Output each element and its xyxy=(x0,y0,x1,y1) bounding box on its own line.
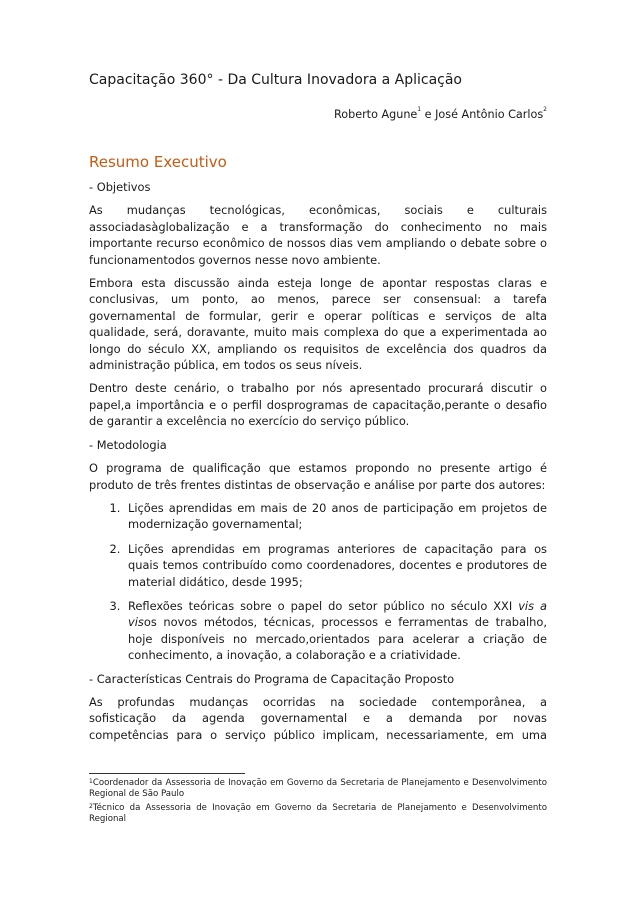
objectives-paragraph-1 xyxy=(89,202,547,268)
objectives-label: - Objetivos xyxy=(89,180,151,194)
list-item xyxy=(124,598,547,664)
authors-line xyxy=(89,107,547,122)
methodology-label: - Metodologia xyxy=(89,437,167,452)
footnote xyxy=(89,803,547,825)
central-label: - Características Centrais do Programa de Capacitação Proposto xyxy=(89,671,455,686)
footnote-number: 2 xyxy=(89,803,93,810)
footnote-ref-1: 1 xyxy=(417,106,422,113)
list-item: 1. Lições aprendidas em mais de 20 anos de participação em projetos de modernização governamental; xyxy=(124,500,547,533)
footnote-ref-2: 2 xyxy=(543,106,547,113)
objectives-paragraph-3: Dentro deste cenário, o trabalho por nós apresentado procurará discutir o papel,a importância e o perfil dosprogramas de capacitação,perante o desafio de garantir a excelência no exercício do serviço público. xyxy=(89,381,547,429)
central-paragraph-line-2: sofisticação da agenda governamental e a demanda por novas xyxy=(89,711,547,726)
methodology-list xyxy=(89,500,547,664)
document-body xyxy=(89,70,547,743)
authors-joiner: e xyxy=(421,108,436,121)
author-2: José Antônio Carlos xyxy=(435,108,544,121)
footnote-text: Coordenador da Assessoria de Inovação em Governo da Secretaria de Planejamento e Desenvolvimento Regional de São Paulo xyxy=(89,778,547,799)
list-item-text-before: Reflexões teóricas sobre o papel do setor público no século XXI xyxy=(128,598,519,613)
list-item-italic: vis a vis xyxy=(128,598,547,630)
methodology-intro: O programa de qualificação que estamos propondo no presente artigo é produto de três frentes distintas de observação e análise por parte dos autores: xyxy=(89,461,547,492)
author-1: Roberto Agune xyxy=(333,108,418,121)
list-item: 2. Lições aprendidas em programas anteriores de capacitação para os quais temos contribuído como coordenadores, docentes e produtores de material didático, desde 1995; xyxy=(124,541,547,590)
section-heading: Resumo Executivo xyxy=(89,153,227,171)
footnote xyxy=(89,778,547,800)
central-paragraph-line-3: competências para o serviço público implicam, necessariamente, em uma xyxy=(89,727,547,742)
central-paragraph-line-1: As profundas mudanças ocorridas na sociedade contemporânea, a xyxy=(89,694,547,709)
footnote-divider xyxy=(89,773,245,774)
footnote-number: 1 xyxy=(89,778,93,785)
footnote-text: Técnico da Assessoria de Inovação em Governo da Secretaria de Planejamento e Desenvolvimento Regional xyxy=(89,803,547,824)
list-item-text-after: os novos métodos, técnicas, processos e ferramentas de trabalho, hoje disponíveis no mercado,orientados para acelerar a criação de conhecimento, a inovação, a colaboração e a criatividade. xyxy=(128,615,547,663)
central-paragraph xyxy=(89,694,547,743)
objectives-paragraph-1-line-1: As mudanças tecnológicas, econômicas, sociais e culturais xyxy=(89,203,547,218)
objectives-paragraph-2: Embora esta discussão ainda esteja longe de apontar respostas claras e conclusivas, um ponto, ao menos, parece ser consensual: a tarefa governamental de formular, gerir e operar políticas e serviços de alta qualidade, será, doravante, muito mais complexa do que a experimentada ao longo do século XX, ampliando os requisitos de excelência dos quadros da administração pública, em todos os seus níveis. xyxy=(89,276,547,373)
document-title: Capacitação 360° - Da Cultura Inovadora a Aplicação xyxy=(89,72,462,88)
objectives-paragraph-1-rest: associadasàglobalização e a transformação do conhecimento no mais importante recurso econômico de nossos dias vem ampliando o debate sobre o funcionamentodos governos nesse novo ambiente. xyxy=(89,219,547,267)
footnotes xyxy=(89,773,547,825)
